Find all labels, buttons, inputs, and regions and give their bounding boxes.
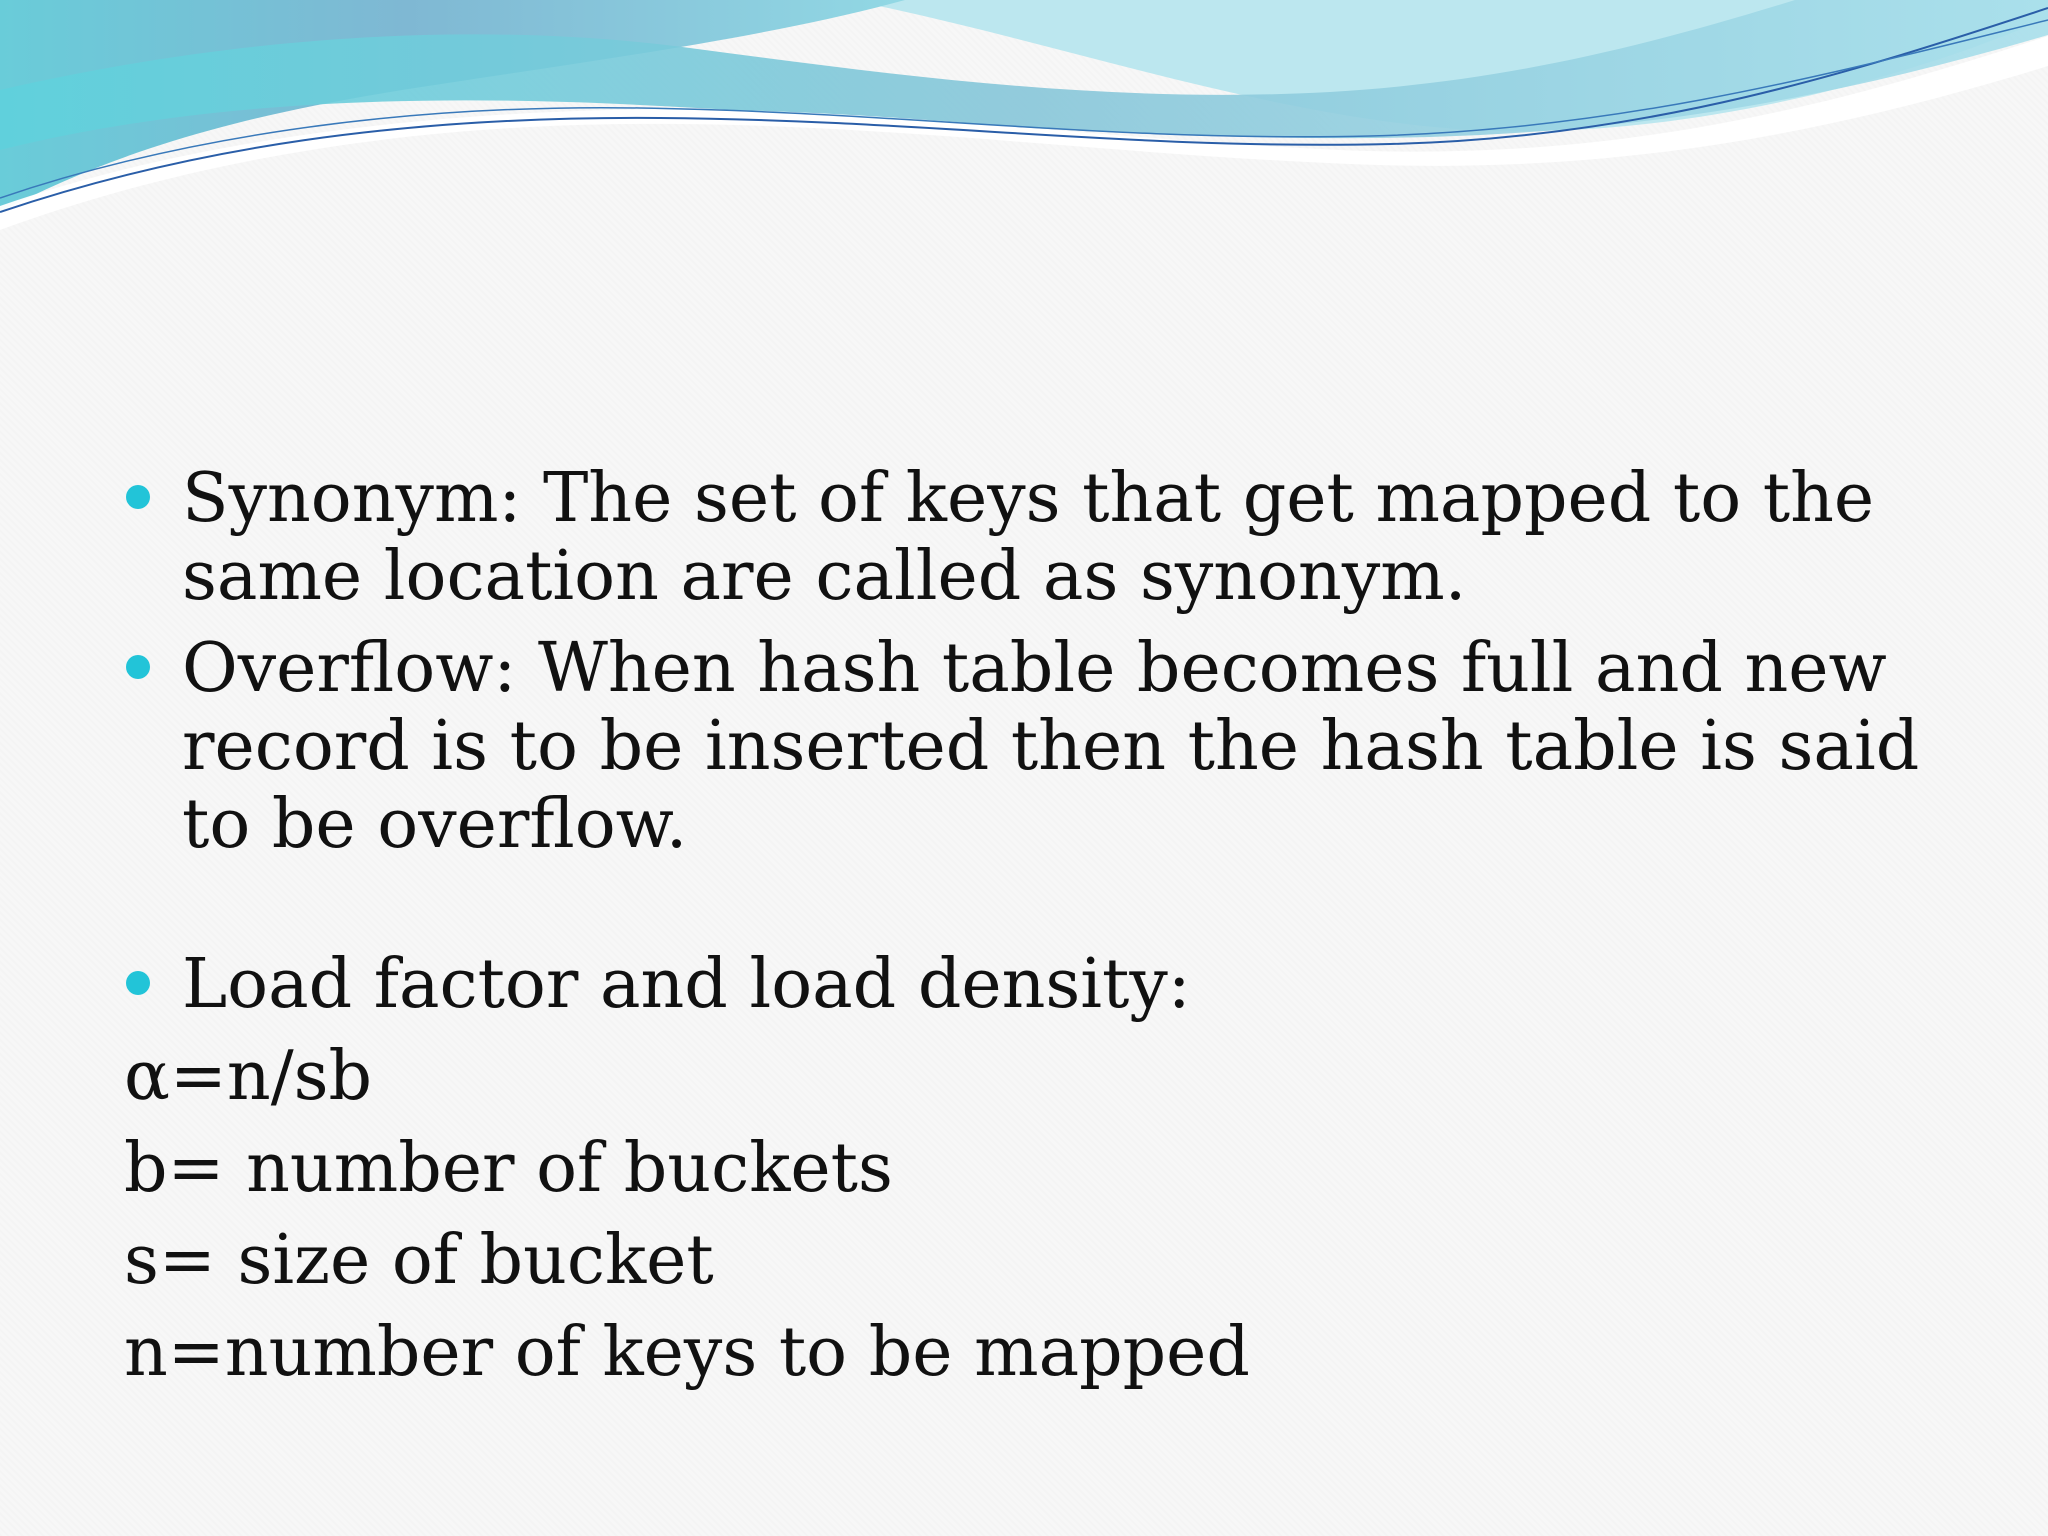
slide-content [120,460,1950,1392]
bullet-overflow [120,630,1950,864]
bullet-synonym [120,460,1950,616]
bullet-text: Load factor and load density: [182,945,1191,1024]
formula-line: α=n/sb [124,1037,373,1116]
bullet-load-factor [120,946,1950,1024]
definition-line-keys: n=number of keys to be mapped [124,1313,1250,1392]
header-wave-decoration [0,0,2048,240]
bullet-marker-icon [126,971,150,995]
bullet-text: Overflow: When hash table becomes full and new record is to be inserted then the hash table is said to be overflow. [182,629,1920,864]
definition-line-buckets: b= number of buckets [124,1129,893,1208]
definition-line-bucket-size: s= size of bucket [124,1221,714,1300]
bullet-marker-icon [126,655,150,679]
bullet-marker-icon [126,485,150,509]
bullet-text: Synonym: The set of keys that get mapped to the same location are called as synonym. [182,459,1875,616]
